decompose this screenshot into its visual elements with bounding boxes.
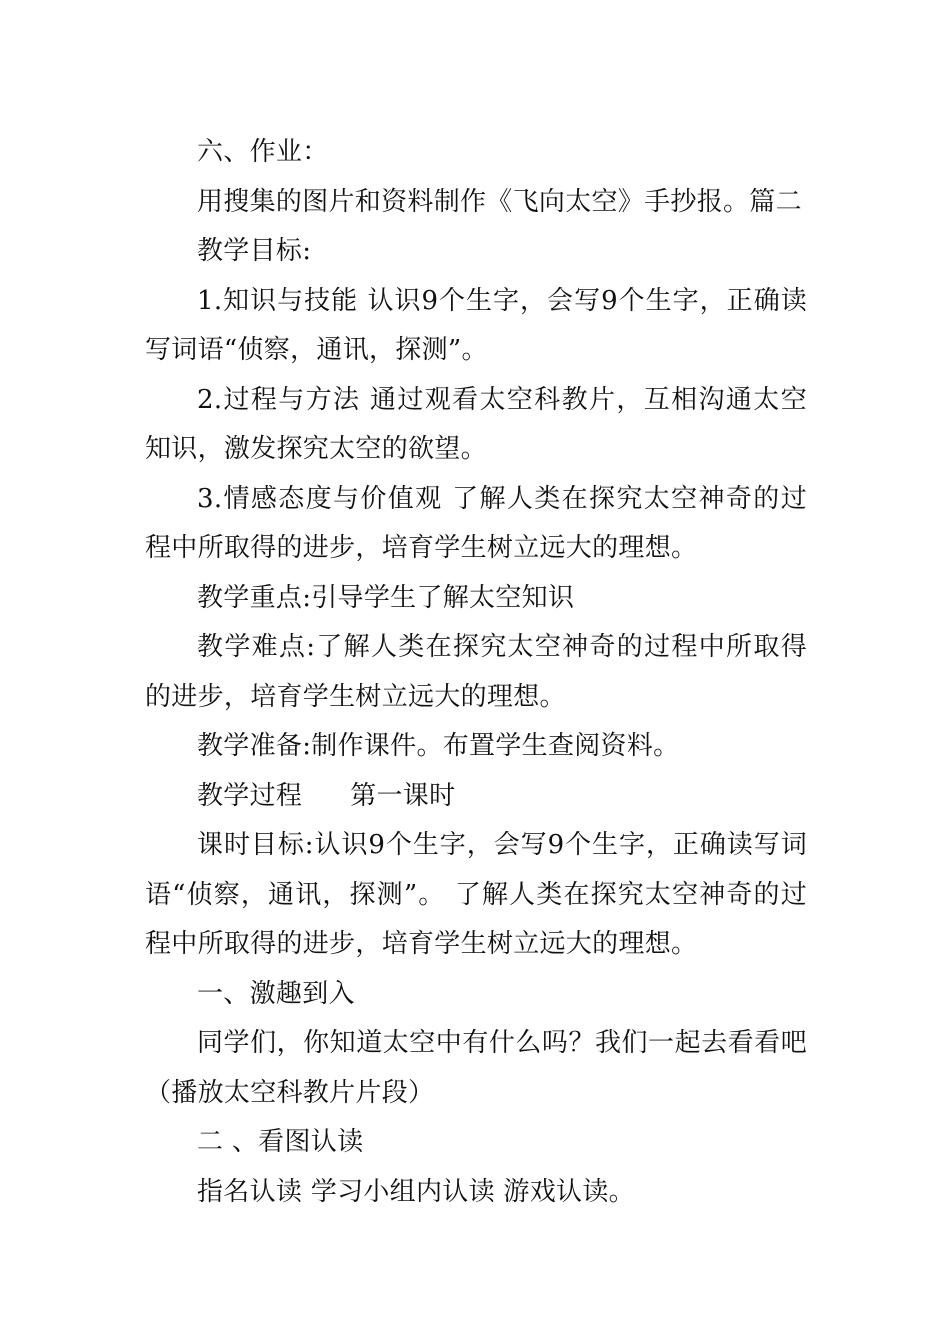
key-point: 教学重点:引导学生了解太空知识	[197, 582, 575, 613]
step-one-heading: 一、激趣到入	[197, 978, 355, 1009]
step-one-text: 同学们，你知道太空中有什么吗？我们一起去看看吧（播放太空科教片片段）	[145, 1028, 807, 1108]
homework-text: 用搜集的图片和资料制作《飞向太空》手抄报。篇二	[197, 186, 802, 217]
document-body	[145, 128, 807, 1217]
preparation: 教学准备:制作课件。布置学生查阅资料。	[197, 731, 680, 761]
objective-knowledge: 1.知识与技能 认识9个生字，会写9个生字，正确读写词语“侦察，通讯，探测”。	[145, 285, 807, 365]
step-two-text: 指名认读 学习小组内认读 游戏认读。	[197, 1176, 635, 1207]
objectives-heading: 教学目标:	[197, 236, 312, 266]
objective-attitude: 3.情感态度与价值观 了解人类在探究太空神奇的过程中所取得的进步，培育学生树立远大的理想。	[145, 483, 807, 563]
homework-heading: 六、作业：	[197, 137, 329, 167]
objective-process: 2.过程与方法 通过观看太空科教片，互相沟通太空知识，激发探究太空的欲望。	[145, 384, 807, 464]
difficult-point: 教学难点:了解人类在探究太空神奇的过程中所取得的进步，培育学生树立远大的理想。	[145, 632, 807, 712]
session-label: 第一课时	[350, 780, 456, 811]
process-label: 教学过程	[197, 780, 303, 811]
process-heading	[145, 772, 807, 822]
session-objectives: 课时目标:认识9个生字，会写9个生字，正确读写词语“侦察，通讯，探测”。 了解人类在探究太空神奇的过程中所取得的进步，培育学生树立远大的理想。	[145, 830, 807, 959]
step-two-heading: 二 、看图认读	[197, 1127, 364, 1157]
